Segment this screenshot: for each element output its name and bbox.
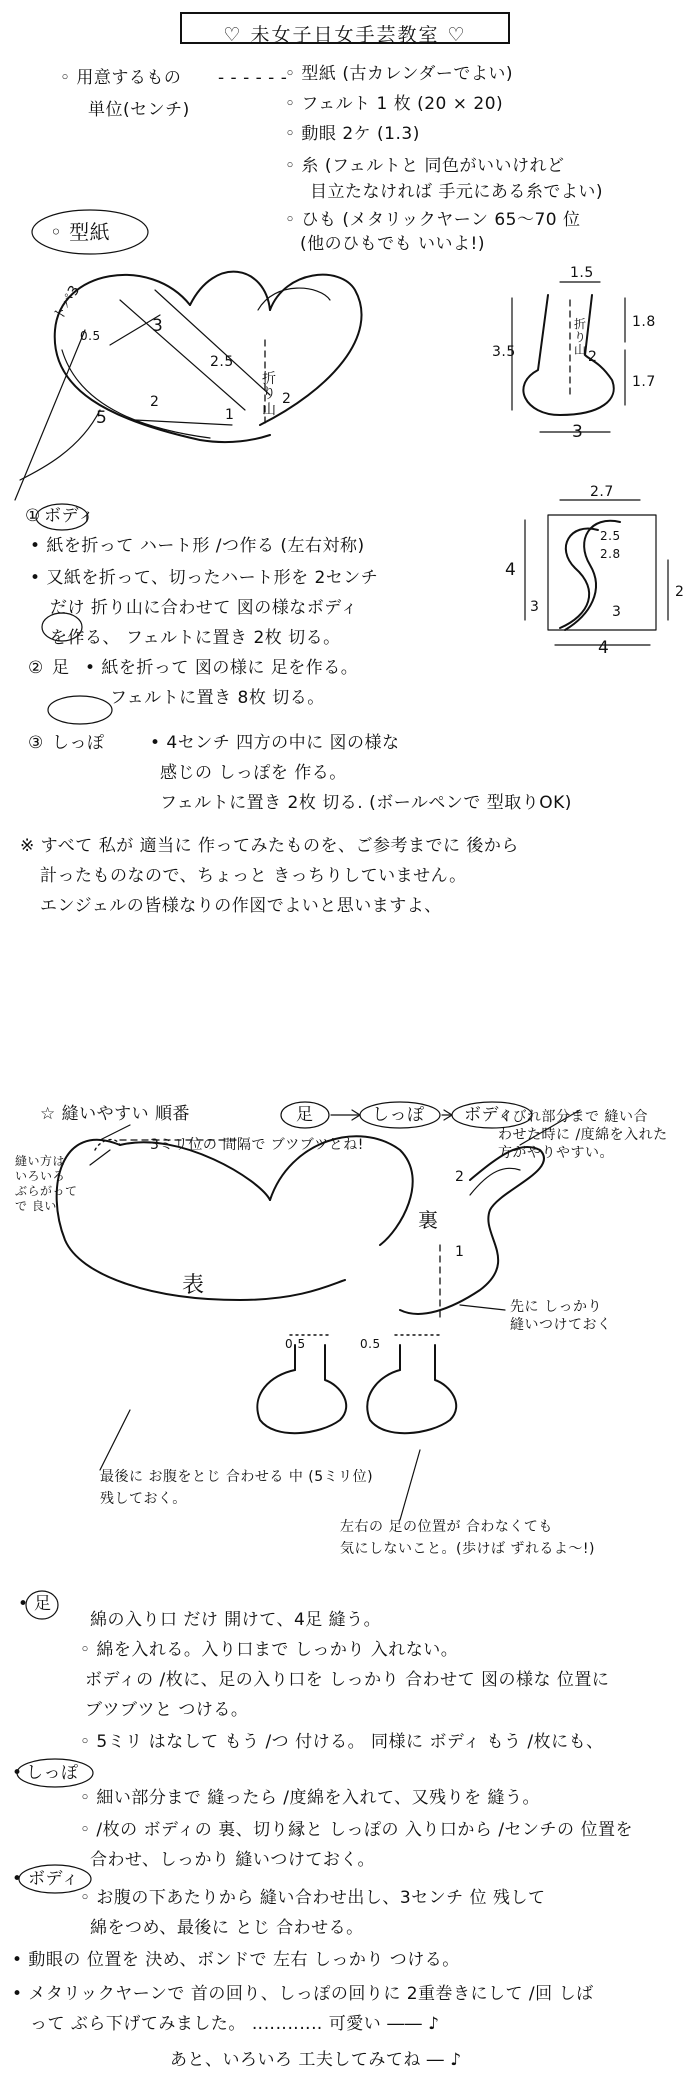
step-label-leg: 足	[52, 658, 70, 678]
unit-note: 単位(センチ)	[88, 100, 190, 120]
dim-label: 2.5	[600, 529, 621, 543]
instr-line: 合わせ、しっかり 縫いつけておく。	[90, 1850, 376, 1870]
instr-line: ◦ 綿を入れる。入り口まで しっかり 入れない。	[80, 1640, 459, 1660]
dim-label: 2.7	[590, 484, 614, 500]
material-item: ◦ ひも (メタリックヤーン 65〜70 位	[285, 210, 581, 230]
callout-legs-pos: 気にしないこと。(歩けば ずれるよ〜!)	[340, 1541, 595, 1557]
step-line: 感じの しっぽを 作る。	[160, 763, 347, 783]
step-line: • 紙を折って 図の様に 足を作る。	[85, 658, 359, 678]
instr-label-leg: 足	[34, 1594, 52, 1614]
final-line: あと、いろいろ 工夫してみてね ― ♪	[170, 2050, 462, 2070]
callout-gap: 残しておく。	[100, 1491, 187, 1507]
callout-variety: ぶらがって	[15, 1184, 78, 1198]
dim-label: 3	[152, 316, 164, 336]
dim-label: 0.5	[80, 329, 101, 343]
page-title: ♡ 未女子日女手芸教室 ♡	[223, 24, 467, 46]
dim-label: 2.8	[600, 547, 621, 561]
final-line: • 動眼の 位置を 決め、ボンドで 左右 しっかり つける。	[12, 1950, 460, 1970]
bullet: •	[18, 1594, 29, 1614]
note-line: エンジェルの皆様なりの作図でよいと思いますよ、	[40, 896, 442, 916]
instr-label-tail: しっぽ	[26, 1763, 79, 1783]
dim-label: 2	[282, 391, 292, 407]
instr-line: ◦ 細い部分まで 縫ったら /度綿を入れて、又残りを 縫う。	[80, 1788, 541, 1808]
step-line: フェルトに置き 8枚 切る。	[110, 688, 325, 708]
instr-label-body: ボディ	[28, 1869, 80, 1889]
step-line: • 紙を折って ハート形 /つ作る (左右対称)	[30, 536, 365, 556]
callout-neck: くびれ部分まで 縫い合	[498, 1109, 648, 1125]
dim-label: 3	[612, 604, 622, 620]
dim-label: 1.7	[632, 374, 656, 390]
step-num: ③	[28, 733, 44, 753]
instr-line: ◦ /枚の ボディの 裏、切り縁と しっぽの 入り口から /センチの 位置を	[80, 1820, 633, 1840]
bullet: •	[12, 1869, 23, 1889]
dim-label: 1.8	[632, 314, 656, 330]
instr-line: ブツブツと つける。	[85, 1700, 249, 1720]
materials-header: ◦ 用意するもの	[60, 68, 182, 88]
dim-label: 3	[572, 422, 584, 442]
callout-legs-pos: 左右の 足の位置が 合わなくても	[340, 1519, 553, 1535]
material-item: ◦ 糸 (フェルトと 同色がいいけれど	[285, 156, 565, 176]
margin-label: 2	[455, 1169, 465, 1185]
instr-line: 綿の入り口 だけ 開けて、4足 縫う。	[90, 1610, 382, 1630]
order-tail: しっぽ	[372, 1105, 425, 1125]
dim-label: 2	[588, 349, 598, 365]
instr-line: ◦ 5ミリ はなして もう /つ 付ける。 同様に ボディ もう /枚にも、	[80, 1732, 604, 1752]
pattern-label: ◦ 型紙	[50, 220, 111, 244]
instr-line: ボディの /枚に、足の入り口を しっかり 合わせて 図の様な 位置に	[85, 1670, 610, 1690]
bullet: •	[12, 1763, 23, 1783]
step-label-tail: しっぽ	[52, 733, 105, 753]
dim-label: 4	[598, 638, 610, 658]
note-line: 計ったものなので、ちょっと きっちりしていません。	[40, 866, 467, 886]
dim-label: トパ3	[50, 282, 84, 324]
dim-label: 2	[675, 584, 685, 600]
material-item: 目立たなければ 手元にある糸でよい)	[310, 182, 604, 202]
dim-label: 3	[530, 599, 540, 615]
order-leg: 足	[296, 1105, 314, 1125]
material-item: ◦ 型紙 (古カレンダーでよい)	[285, 64, 513, 84]
material-item: (他のひもでも いいよ!)	[300, 234, 485, 254]
step-num: ②	[28, 658, 44, 678]
callout-neck: 方がやりやすい。	[498, 1145, 614, 1161]
callout-stitch: 3ミリ位の 間隔で ブツブツとね!	[150, 1137, 364, 1153]
step-line: だけ 折り山に合わせて 図の様なボディ	[50, 598, 358, 618]
step-num: ①	[25, 506, 41, 526]
sewing-header: ☆ 縫いやすい 順番	[40, 1104, 191, 1124]
callout-neck: わせた時に /度綿を入れた	[498, 1127, 668, 1143]
step-line: フェルトに置き 2枚 切る. (ボールペンで 型取りOK)	[160, 793, 572, 813]
step-line: を作る、 フェルトに置き 2枚 切る。	[50, 628, 341, 648]
dim-label: 5	[96, 408, 108, 428]
dim-label: 3.5	[492, 344, 516, 360]
dim-label: 1	[225, 407, 235, 423]
front-label: 表	[182, 1273, 205, 1298]
dim-label: 2	[150, 394, 160, 410]
step-line: • 4センチ 四方の中に 図の様な	[150, 733, 400, 753]
callout-attach: 先に しっかり	[510, 1299, 602, 1315]
margin-label: 1	[455, 1244, 465, 1260]
fold-label: 折り山	[262, 371, 277, 418]
material-item: ◦ フェルト 1 枚 (20 × 20)	[285, 94, 504, 114]
callout-attach: 縫いつけておく	[510, 1317, 612, 1333]
instr-line: ◦ お腹の下あたりから 縫い合わせ出し、3センチ 位 残して	[80, 1888, 546, 1908]
final-line: って ぶら下げてみました。 ‥‥‥‥‥‥ 可愛い ―― ♪	[30, 2014, 440, 2034]
material-item: ◦ 動眼 2ケ (1.3)	[285, 124, 420, 144]
final-line: • メタリックヤーンで 首の回り、しっぽの回りに 2重巻きにして /回 しば	[12, 1984, 594, 2004]
dim-label: 4	[505, 560, 517, 580]
instr-line: 綿をつめ、最後に とじ 合わせる。	[90, 1918, 364, 1938]
dim-label: 1.5	[570, 265, 594, 281]
note-line: ※ すべて 私が 適当に 作ってみたものを、ご参考までに 後から	[20, 836, 519, 856]
callout-variety: で 良い	[15, 1199, 57, 1213]
step-label-body: ボディ	[44, 506, 96, 526]
materials-dots: - - - - - -	[218, 68, 288, 88]
callout-variety: いろいろ	[15, 1169, 66, 1183]
callout-gap: 最後に お腹をとじ 合わせる 中 (5ミリ位)	[100, 1469, 374, 1485]
callout-variety: 縫い方は	[15, 1154, 66, 1168]
back-label: 裏	[418, 1208, 439, 1232]
dim-label: 2.5	[210, 354, 234, 370]
margin-label: 0.5	[285, 1337, 306, 1351]
order-body: ボディ	[464, 1105, 516, 1125]
step-line: • 又紙を折って、切ったハート形を 2センチ	[30, 568, 379, 588]
margin-label: 0.5	[360, 1337, 381, 1351]
fold-label: 折り山	[574, 317, 587, 358]
